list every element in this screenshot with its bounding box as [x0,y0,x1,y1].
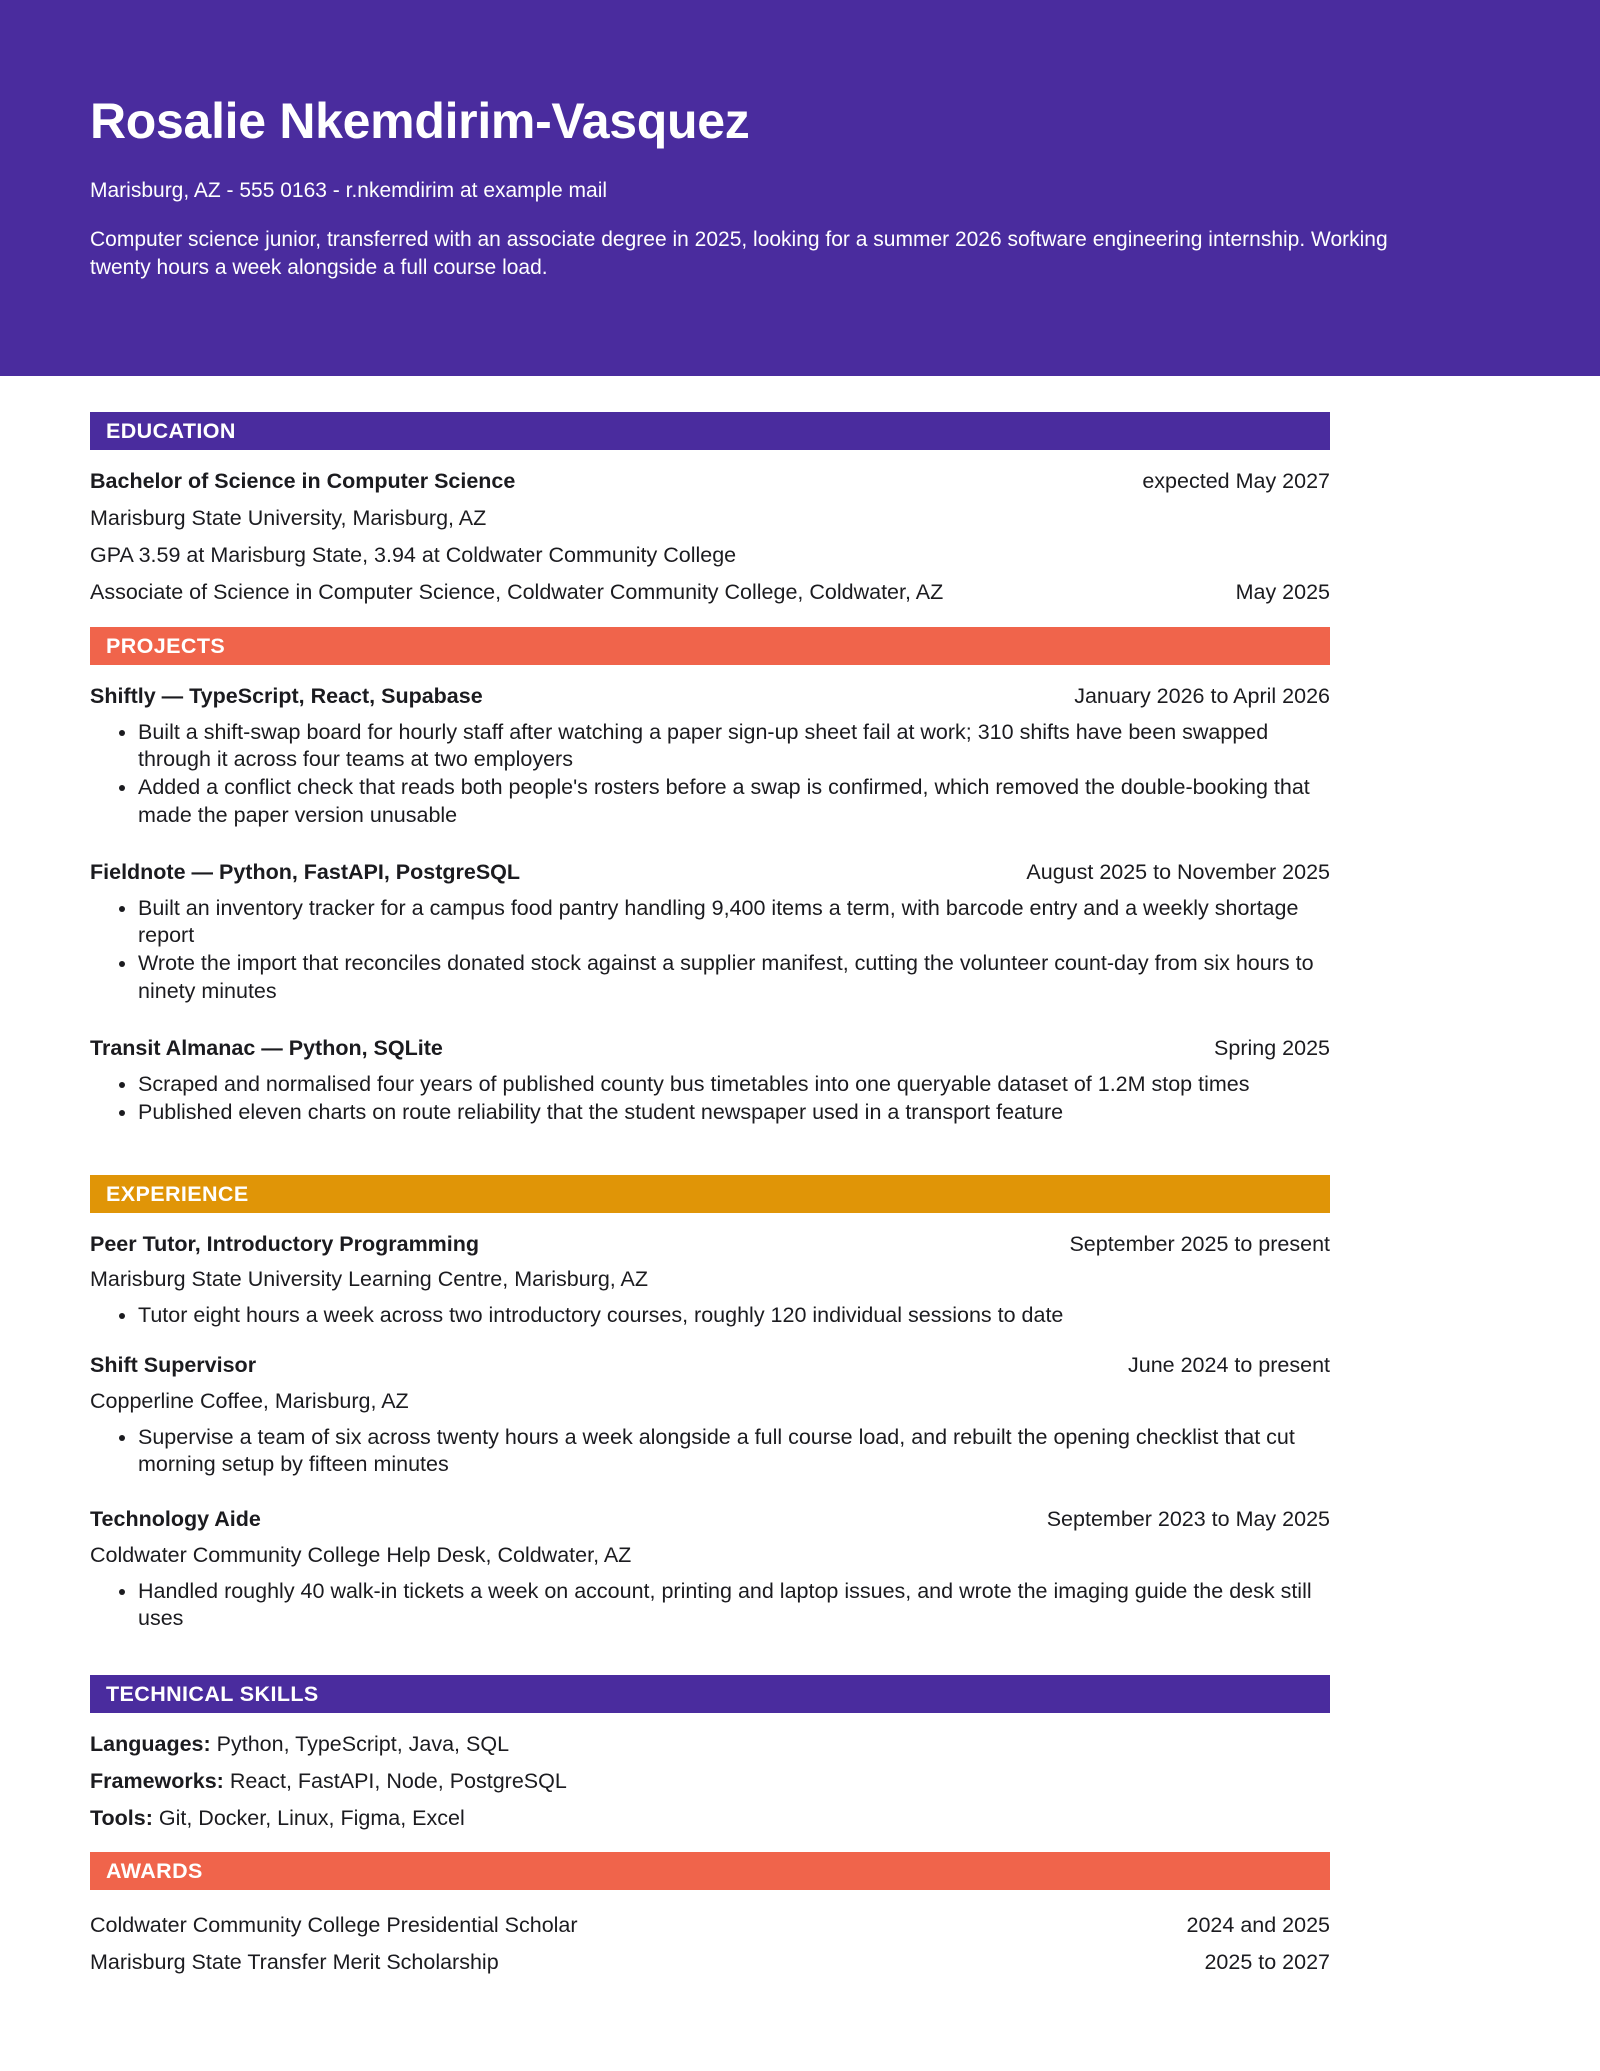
project-date: Spring 2025 [1214,1036,1330,1060]
project-bullets [90,895,1330,1005]
bullet-item: • Published eleven charts on route reliability that the student newspaper used in a transport feature [138,1099,1330,1126]
resume-header [0,0,1600,376]
skills-label: Frameworks: [90,1768,224,1793]
award-item [90,1912,1330,1940]
project-title: Shiftly — TypeScript, React, Supabase [90,683,483,708]
resume-body [0,376,1420,1977]
skills-value: Git, Docker, Linux, Figma, Excel [152,1805,465,1830]
job-title: Peer Tutor, Introductory Programming [90,1231,480,1256]
job-bullets [90,1302,1330,1329]
section-heading-skills: TECHNICAL SKILLS [90,1675,1330,1713]
job-bullets [90,1424,1330,1479]
skills-value: Python, TypeScript, Java, SQL [210,1731,510,1756]
experience-entry [90,1231,1330,1330]
candidate-name: Rosalie Nkemdirim-Vasquez [90,93,750,149]
skills-label: Languages: [90,1731,211,1756]
project-entry [90,859,1330,1005]
project-bullets [90,719,1330,829]
degree-title: Bachelor of Science in Computer Science [90,469,516,493]
award-date: 2025 to 2027 [1204,1950,1330,1975]
section-heading-awards: AWARDS [90,1852,1330,1890]
job-title: Technology Aide [90,1507,261,1532]
section-heading-experience: EXPERIENCE [90,1175,1330,1213]
job-org: Copperline Coffee, Marisburg, AZ [90,1388,409,1413]
job-date: September 2023 to May 2025 [1046,1507,1330,1532]
job-title: Shift Supervisor [90,1352,257,1377]
job-date: September 2025 to present [1069,1231,1330,1256]
bullet-item: • Supervise a team of six across twenty hours a week alongside a full course load, and rebuilt the opening checklist that cut morning setup by fifteen minutes [138,1424,1330,1479]
project-date: August 2025 to November 2025 [1026,859,1330,884]
bullet-item: • Scraped and normalised four years of published county bus timetables into one queryable dataset of 1.2M stop times [138,1071,1330,1098]
summary: Computer science junior, transferred with an associate degree in 2025, looking for a summer 2026 software engineering internship. Working twenty hours a week alongside a full course load. [90,228,1388,280]
job-org: Marisburg State University Learning Centre, Marisburg, AZ [90,1267,649,1292]
education-section [90,468,1330,607]
school-name: Marisburg State University, Marisburg, AZ [90,505,487,530]
experience-entry [90,1506,1330,1632]
section-heading-education: EDUCATION [90,412,1330,450]
skills-label: Tools: [90,1805,153,1830]
experience-entry [90,1352,1330,1478]
skills-value: React, FastAPI, Node, PostgreSQL [223,1768,567,1793]
associate-date: May 2025 [1235,579,1330,604]
job-bullets [90,1578,1330,1633]
award-name: Coldwater Community College Presidential Scholar [90,1913,578,1938]
bullet-item: • Tutor eight hours a week across two introductory courses, roughly 120 individual sessions to date [138,1302,1330,1329]
skills-tools [90,1805,1330,1833]
associate-degree: Associate of Science in Computer Science, Coldwater Community College, Coldwater, AZ [90,579,944,604]
skills-languages [90,1731,1330,1759]
project-title: Transit Almanac — Python, SQLite [90,1036,443,1060]
bullet-item: • Handled roughly 40 walk-in tickets a week on account, printing and laptop issues, and wrote the imaging guide the desk still uses [138,1578,1330,1633]
bullet-item: • Built a shift-swap board for hourly staff after watching a paper sign-up sheet fail at work; 310 shifts have been swapped through it across four teams at two employers [138,719,1330,774]
bullet-item: • Wrote the import that reconciles donated stock against a supplier manifest, cutting the volunteer count-day from six hours to ninety minutes [138,950,1330,1005]
degree-date: expected May 2027 [1142,469,1330,493]
awards-section [90,1912,1330,1977]
award-name: Marisburg State Transfer Merit Scholarship [90,1950,499,1975]
project-date: January 2026 to April 2026 [1074,683,1330,708]
project-entry [90,683,1330,829]
award-date: 2024 and 2025 [1186,1913,1330,1938]
skills-section [90,1731,1330,1833]
project-title: Fieldnote — Python, FastAPI, PostgreSQL [90,859,521,884]
section-heading-projects: PROJECTS [90,627,1330,665]
award-item [90,1949,1330,1977]
job-org: Coldwater Community College Help Desk, Coldwater, AZ [90,1543,632,1568]
skills-frameworks [90,1768,1330,1796]
bullet-item: • Built an inventory tracker for a campus food pantry handling 9,400 items a term, with barcode entry and a weekly shortage report [138,895,1330,950]
bullet-item: • Added a conflict check that reads both people's rosters before a swap is confirmed, which removed the double-booking that made the paper version unusable [138,774,1330,829]
project-entry [90,1035,1330,1127]
gpa-line: GPA 3.59 at Marisburg State, 3.94 at Coldwater Community College [90,542,737,567]
contact-line: Marisburg, AZ - 555 0163 - r.nkemdirim at example mail [90,179,608,202]
project-bullets [90,1071,1330,1127]
job-date: June 2024 to present [1127,1352,1330,1377]
